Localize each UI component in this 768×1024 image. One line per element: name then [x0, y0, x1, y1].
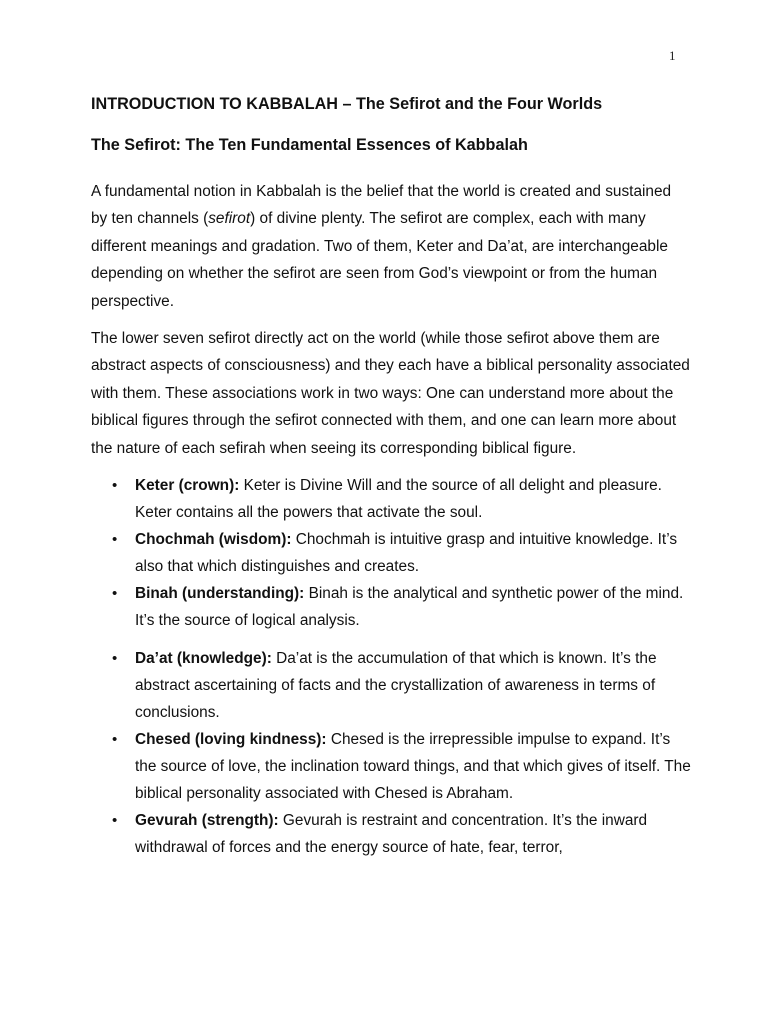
list-item-term: Chochmah (wisdom): — [135, 531, 292, 549]
document-body — [91, 92, 691, 861]
paragraph-lower-sefirot: The lower seven sefirot directly act on the world (while those sefirot above them are abstract aspects of consciousness) and they each have a biblical personality associated with them. These associations work in two ways: One can understand more about the biblical figures through the sefirot connected with them, and one can learn more about the nature of each sefirah when seeing its corresponding biblical figure. — [91, 330, 690, 457]
list-item-text: Gevurah is restraint and concentration. It’s the inward withdrawal of forces and the energy source of hate, fear, terror, — [135, 812, 648, 857]
list-item — [91, 807, 691, 861]
list-item — [91, 472, 691, 526]
list-item-text: Chochmah is intuitive grasp and intuitive knowledge. It’s also that which distinguishes and creates. — [135, 531, 678, 576]
section-heading: The Sefirot: The Ten Fundamental Essences of Kabbalah — [91, 136, 528, 154]
bullet-icon: • — [112, 585, 118, 603]
list-item-term: Da’at (knowledge): — [135, 650, 272, 668]
sefirot-list — [91, 472, 691, 861]
list-item — [91, 645, 691, 726]
list-item — [91, 580, 691, 634]
paragraph-intro-text-before: A fundamental notion in Kabbalah is the belief that the world is created and sustained by ten channels ( — [91, 183, 672, 228]
list-item-term: Chesed (loving kindness): — [135, 731, 327, 749]
paragraph-intro-text-after: ) of divine plenty. The sefirot are complex, each with many different meanings and gradation. Two of them, Keter and Da’at, are interchangeable depending on whether the sefirot are seen from God’s viewpoint or from the human perspective. — [91, 210, 668, 310]
list-item-text: Binah is the analytical and synthetic power of the mind. It’s the source of logical analysis. — [135, 585, 684, 630]
list-item — [91, 526, 691, 580]
bullet-icon: • — [112, 731, 118, 749]
list-item-term: Binah (understanding): — [135, 585, 305, 603]
list-item-term: Gevurah (strength): — [135, 812, 279, 830]
bullet-icon: • — [112, 650, 118, 668]
bullet-icon: • — [112, 812, 118, 830]
paragraph-intro-italic-term: sefirot — [208, 210, 251, 228]
bullet-icon: • — [112, 531, 118, 549]
list-item-term: Keter (crown): — [135, 477, 240, 495]
page-number: 1 — [669, 48, 676, 63]
document-title: INTRODUCTION TO KABBALAH – The Sefirot and the Four Worlds — [91, 95, 603, 113]
bullet-icon: • — [112, 477, 118, 495]
list-item — [91, 726, 691, 807]
list-item-text: Chesed is the irrepressible impulse to expand. It’s the source of love, the inclination toward things, and that which gives of itself. The biblical personality associated with Chesed is Abraham. — [135, 731, 691, 803]
paragraph-intro — [91, 178, 691, 315]
list-item-text: Da’at is the accumulation of that which is known. It’s the abstract ascertaining of facts and the crystallization of awareness in terms of conclusions. — [135, 650, 657, 722]
list-item-text: Keter is Divine Will and the source of all delight and pleasure. Keter contains all the powers that activate the soul. — [135, 477, 662, 522]
